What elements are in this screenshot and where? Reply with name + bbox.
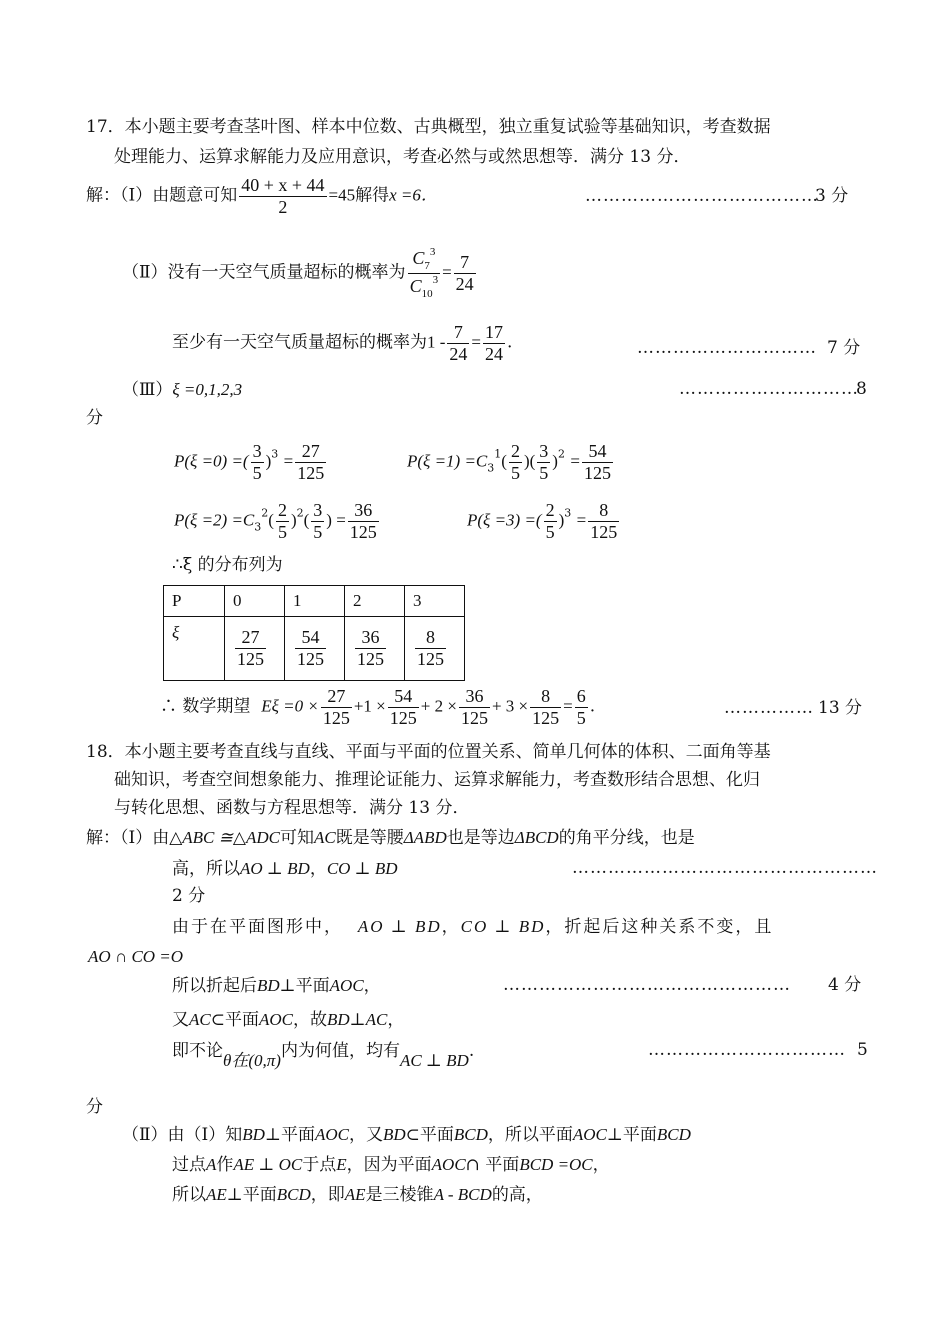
p17-part2b-dots: ………………………… bbox=[637, 338, 817, 358]
table-cell: $\frac{54}{125}$ bbox=[285, 617, 345, 681]
p17-part1-dots: ………………………………… bbox=[585, 186, 819, 206]
table-row bbox=[164, 617, 465, 681]
p18-part1-line1: 解：（Ⅰ）由△ABC ≅△ADC可知AC既是等腰ΔABD也是等边ΔBCD的角平分线，也是 bbox=[86, 828, 695, 848]
p18-line7: 又AC⊂平面AOC，故BD⊥AC， bbox=[172, 1010, 405, 1030]
p18-line6-score: 4 分 bbox=[828, 975, 862, 995]
table-cell: P bbox=[164, 586, 225, 617]
p17-expectation-dots: …………… bbox=[724, 698, 814, 718]
table-cell: $\frac{36}{125}$ bbox=[345, 617, 405, 681]
p18-line6-dots: ………………………………………… bbox=[503, 975, 791, 995]
table-cell: $\frac{8}{125}$ bbox=[405, 617, 465, 681]
p18-intro-line1: 18．本小题主要考查直线与直线、平面与平面的位置关系、简单几何体的体积、二面角等基 bbox=[86, 742, 771, 762]
p17-part1: 解：（Ⅰ）由题意可知 $\frac{40 + x + 44}{2}$ =45解得x =6． bbox=[86, 175, 438, 217]
p18-line8-dots: …………………………… bbox=[648, 1040, 846, 1060]
p17-distribution-table bbox=[163, 585, 465, 681]
p18-line8: 即不论θ在(0,π)内为何值，均有AC ⊥ BD. bbox=[172, 1041, 475, 1070]
p18-part2-line3: 所以AE⊥平面BCD，即AE是三棱锥A - BCD的高， bbox=[172, 1185, 543, 1205]
p17-part2b: 至少有一天空气质量超标的概率为1 - $\frac{7}{24}$ = $\frac{17}{24}$ . bbox=[172, 322, 513, 364]
p18-line5: AO ∩ CO =O bbox=[88, 947, 184, 966]
table-cell: 1 bbox=[285, 586, 345, 617]
p17-part1-score: 3 分 bbox=[815, 186, 849, 206]
p18-line9: 分 bbox=[86, 1097, 103, 1117]
table-cell: ξ bbox=[164, 617, 225, 681]
table-cell: 2 bbox=[345, 586, 405, 617]
p18-part1-score: 2 分 bbox=[172, 886, 206, 906]
p17-expectation: ∴ 数学期望 Eξ =0 × $\frac{27}{125}$ +1 × $\frac{54}{125}$ + 2 × $\frac{36}{125}$ + 3 × $\frac{8}{125}$ = $\frac{6}{5}$ . bbox=[160, 686, 596, 728]
p18-line4: 由于在平面图形中， AO ⊥ BD，CO ⊥ BD，折起后这种关系不变，且 bbox=[172, 917, 774, 937]
p17-part1-fraction: $\frac{40 + x + 44}{2}$ bbox=[241, 175, 325, 217]
table-row bbox=[164, 586, 465, 617]
p17-part2b-score: 7 分 bbox=[827, 338, 861, 358]
p18-part2-line2: 过点A作AE ⊥ OC于点E，因为平面AOC∩ 平面BCD =OC， bbox=[172, 1155, 610, 1175]
p18-line6: 所以折起后BD⊥平面AOC， bbox=[172, 976, 381, 996]
p18-intro-line3: 与转化思想、函数与方程思想等．满分 13 分． bbox=[114, 798, 470, 818]
p17-part3: （Ⅲ）ξ =0,1,2,3 bbox=[122, 380, 243, 400]
p18-part1-dots: …………………………………………… bbox=[572, 858, 878, 878]
p18-part2-line1: （Ⅱ）由（Ⅰ）知BD⊥平面AOC，又BD⊂平面BCD，所以平面AOC⊥平面BCD bbox=[122, 1125, 691, 1145]
p17-prob-xi2: $P(\xi =2) =C_3^2$( $\frac{2}{5}$ )$^2$( $\frac{3}{5}$ ) = $\frac{36}{125}$ bbox=[174, 500, 377, 542]
p17-part3-score: 8 bbox=[856, 379, 867, 399]
table-cell: $\frac{27}{125}$ bbox=[225, 617, 285, 681]
table-cell: 3 bbox=[405, 586, 465, 617]
p17-part2-result-fraction: $\frac{7}{24}$ bbox=[455, 251, 474, 294]
p17-prob-xi3: P(ξ =3) =( $\frac{2}{5}$ )$^3$ = $\frac{8}{125}$ bbox=[467, 500, 618, 542]
p18-intro-line2: 础知识，考查空间想象能力、推理论证能力、运算求解能力，考查数形结合思想、化归 bbox=[114, 770, 760, 790]
p17-expectation-score: 13 分 bbox=[818, 698, 863, 718]
p17-part3-fen: 分 bbox=[86, 408, 103, 428]
p17-part3-dots: ………………………… bbox=[679, 379, 859, 399]
p17-prob-xi1: $P(\xi =1) =C_3^1$( $\frac{2}{5}$ )( $\frac{3}{5}$ )$^2$ = $\frac{54}{125}$ bbox=[407, 441, 611, 483]
p17-part2-comb-fraction: $\frac{C_7^3}{C_{10}^3}$ bbox=[409, 246, 439, 300]
p17-part2: （Ⅱ）没有一天空气质量超标的概率为 $\frac{C_7^3}{C_{10}^3}$ = $\frac{7}{24}$ bbox=[122, 246, 474, 300]
p18-part1-line2: 高，所以AO ⊥ BD，CO ⊥ BD bbox=[172, 859, 398, 879]
p17-prob-xi0: P(ξ =0) =( $\frac{3}{5}$ )$^3$ = $\frac{27}{125}$ bbox=[174, 441, 325, 483]
p17-intro-line1: 17．本小题主要考查茎叶图、样本中位数、古典概型，独立重复试验等基础知识，考查数据 bbox=[86, 117, 771, 137]
table-cell: 0 bbox=[225, 586, 285, 617]
p17-dist-label: ∴ξ 的分布列为 bbox=[172, 555, 283, 575]
p18-line8-score: 5 bbox=[857, 1040, 868, 1060]
p17-intro-line2: 处理能力、运算求解能力及应用意识，考查必然与或然思想等．满分 13 分． bbox=[114, 147, 691, 167]
